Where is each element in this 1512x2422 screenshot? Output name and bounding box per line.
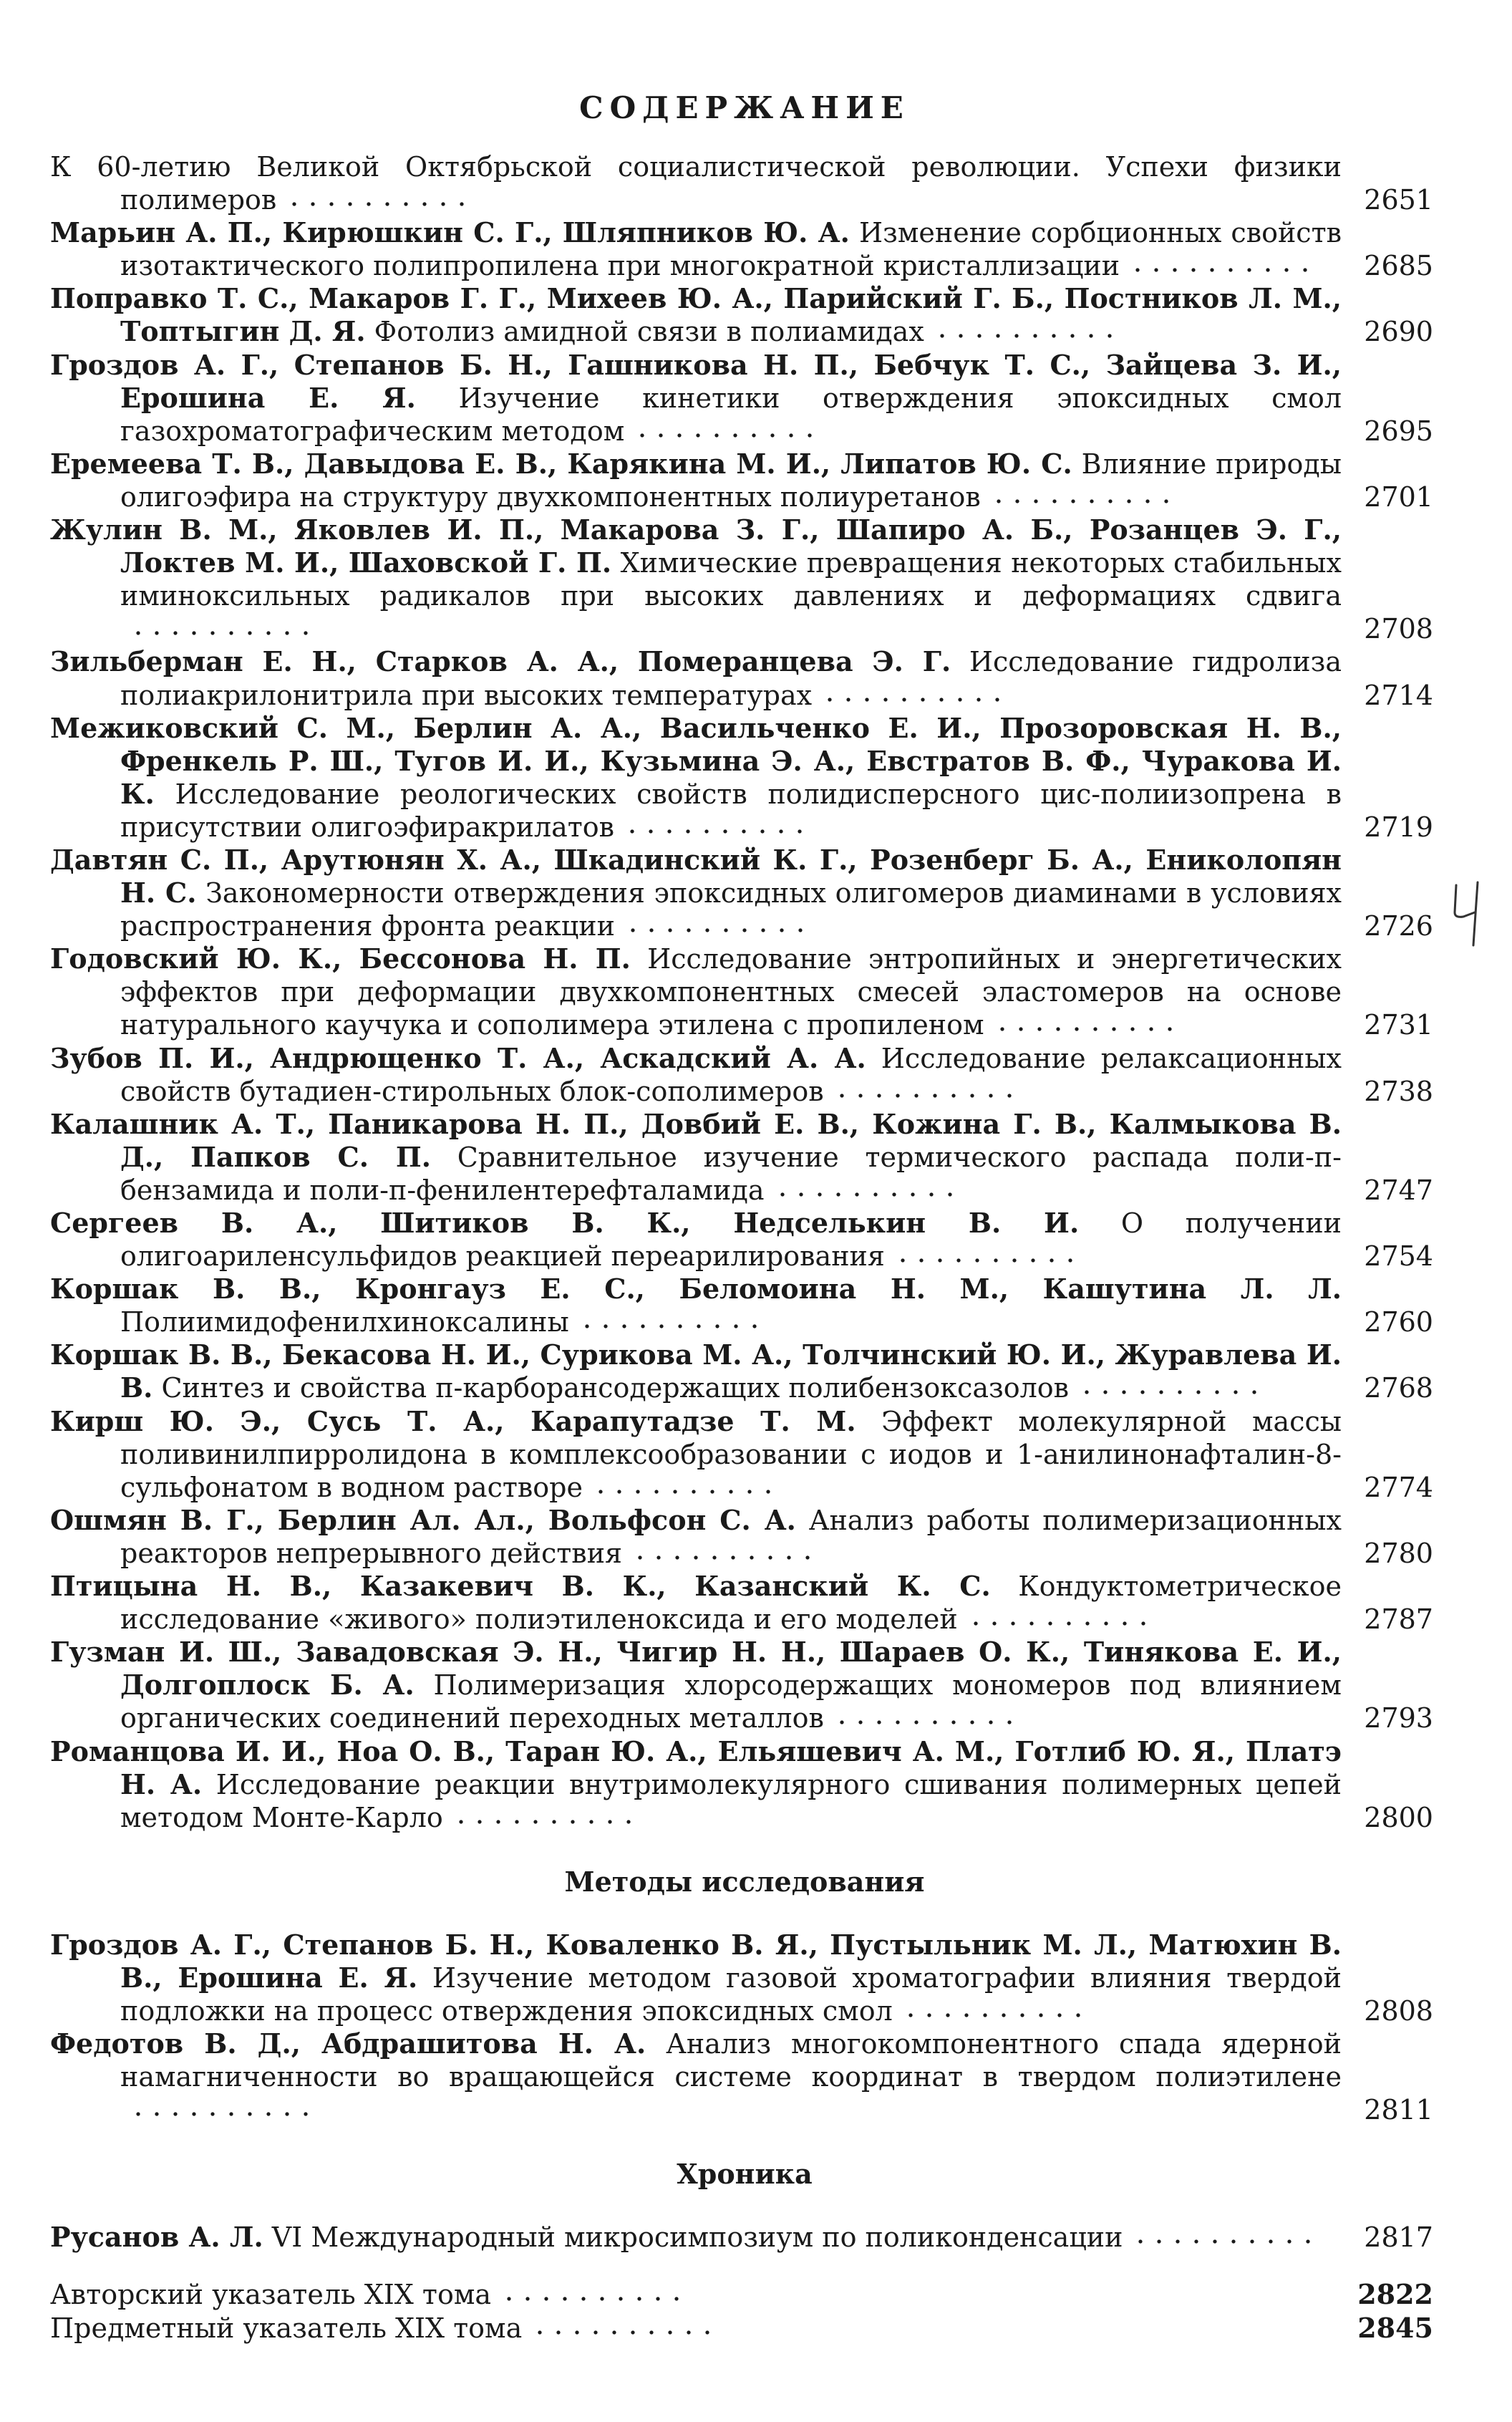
dot-leader: [833, 1091, 1019, 1101]
toc-entry-text: [50, 645, 1342, 711]
toc-entry: [50, 2312, 1439, 2345]
toc-entry-text: [50, 282, 1342, 348]
entry-title: Анализ многокомпонентного спада ядерной намагниченности во вращающейся системе координат в твердом полиэтилене: [120, 2028, 1342, 2093]
main-entries-list: [50, 150, 1439, 1834]
entry-title: Эффект молекулярной массы поливинилпирролидона в комплексообразовании с иодов и 1-анилинонафталин-8-сульфонатом в водном растворе: [120, 1405, 1342, 1503]
entry-authors: Ошмян В. Г., Берлин Ал. Ал., Вольфсон С. А.: [50, 1503, 796, 1536]
index-entries-list: [50, 2278, 1439, 2344]
toc-entry: [50, 1042, 1439, 1108]
entry-page-number: 2726: [1364, 910, 1433, 942]
toc-entry-text: [50, 1042, 1342, 1108]
dot-leader: [591, 1487, 777, 1497]
entry-authors: Зубов П. И., Андрющенко Т. А., Аскадский А. А.: [50, 1041, 866, 1074]
toc-entry: [50, 2027, 1439, 2126]
entry-authors: Коршак В. В., Кронгауз Е. С., Беломоина Н. М., Кашутина Л. Л.: [50, 1273, 1342, 1306]
toc-entry: [50, 645, 1439, 711]
entry-page-number: 2822: [1357, 2278, 1433, 2311]
entry-authors: Федотов В. Д., Абдрашитова Н. А.: [50, 2027, 646, 2060]
toc-entry-text: [50, 1207, 1342, 1273]
entry-page-number: 2760: [1364, 1306, 1433, 1338]
toc-entry-text: [50, 513, 1342, 645]
entry-authors: Гроздов А. Г., Степанов Б. Н., Гашникова Н. П., Бебчук Т. С., Зайцева З. И., Ерошина Е. Я.: [50, 348, 1342, 414]
entry-page-number: 2768: [1364, 1372, 1433, 1404]
methods-entries-list: [50, 1929, 1439, 2127]
handwritten-mark-icon: [1449, 879, 1495, 948]
dot-leader: [933, 331, 1119, 341]
dot-leader: [1128, 265, 1314, 275]
entry-authors: Межиковский С. М., Берлин А. А., Васильченко Е. И., Прозоровская Н. В., Френкель Р. Ш., Тугов И. И., Кузьмина Э. А., Евстратов В. Ф., Чуракова И. К.: [50, 711, 1342, 810]
toc-entry-text: [50, 2027, 1342, 2126]
entry-page-number: 2811: [1364, 2094, 1433, 2126]
section-heading-chronicle: Хроника: [677, 2158, 813, 2191]
entry-title: Влияние природы олигоэфира на структуру двухкомпонентных полиуретанов: [120, 448, 1342, 513]
entry-title: Исследование реакции внутримолекулярного сшивания полимерных цепей методом Монте-Карло: [120, 1768, 1342, 1833]
toc-entry-text: [50, 1273, 1342, 1338]
toc-entry: [50, 448, 1439, 513]
entry-title: Сравнительное изучение термического распада поли-п-бензамида и поли-п-фенилентерефталамида: [120, 1141, 1342, 1206]
entry-page-number: 2774: [1364, 1471, 1433, 1503]
entry-page-number: 2747: [1364, 1174, 1433, 1206]
entry-title: Изучение методом газовой хроматографии влияния твердой подложки на процесс отверждения эпоксидных смол: [120, 1962, 1342, 2027]
toc-entry-text: [50, 1929, 1342, 2027]
entry-title: О получении олигоариленсульфидов реакцией переарилирования: [120, 1207, 1342, 1273]
toc-entry: [50, 2278, 1439, 2311]
entry-title: Исследование реологических свойств полидисперсного цис-полиизопрена в присутствии олигоэфиракрилатов: [120, 778, 1342, 843]
toc-entry-text: [50, 1338, 1342, 1404]
toc-entry: [50, 349, 1439, 448]
entry-authors: Гузман И. Ш., Завадовская Э. Н., Чигир Н. Н., Шараев О. К., Тинякова Е. И., Долгоплоск Б. А.: [50, 1636, 1342, 1702]
entry-page-number: 2793: [1364, 1702, 1433, 1735]
entry-page-number: 2738: [1364, 1075, 1433, 1107]
entry-page-number: 2754: [1364, 1240, 1433, 1273]
entry-page-number: 2701: [1364, 481, 1433, 513]
entry-page-number: 2817: [1364, 2221, 1433, 2254]
dot-leader: [452, 1817, 638, 1827]
entry-title: К 60-летию Великой Октябрьской социалистической революции. Успехи физики полимеров: [50, 151, 1342, 216]
entry-title: Предметный указатель XIX тома: [50, 2312, 523, 2344]
toc-entry: [50, 1735, 1439, 1834]
toc-entry-text: [50, 1636, 1342, 1735]
entry-page-number: 2780: [1364, 1537, 1433, 1569]
entry-authors: Годовский Ю. К., Бессонова Н. П.: [50, 942, 631, 975]
dot-leader: [578, 1321, 764, 1331]
toc-entry-text: [50, 1405, 1342, 1504]
entry-page-number: 2808: [1364, 1994, 1433, 2027]
entry-title: VI Международный микросимпозиум по поликонденсации: [271, 2221, 1123, 2254]
entry-page-number: 2690: [1364, 316, 1433, 348]
toc-entry-text: [50, 448, 1342, 513]
entry-authors: Птицына Н. В., Казакевич В. К., Казанский К. С.: [50, 1570, 991, 1603]
toc-entry: [50, 216, 1439, 282]
dot-leader: [500, 2294, 686, 2304]
entry-page-number: 2800: [1364, 1801, 1433, 1833]
dot-leader: [631, 1553, 817, 1563]
entry-authors: Романцова И. И., Ноа О. В., Таран Ю. А., Ельяшевич А. М., Готлиб Ю. Я., Платэ Н. А.: [50, 1735, 1342, 1800]
entry-title: Кондуктометрическое исследование «живого» полиэтиленоксида и его моделей: [120, 1571, 1342, 1636]
entry-authors: Еремеева Т. В., Давыдова Е. В., Карякина М. И., Липатов Ю. С.: [50, 447, 1072, 480]
dot-leader: [129, 2109, 315, 2119]
entry-title: Химические превращения некоторых стабильных иминоксильных радикалов при высоких давлениях и деформациях сдвига: [120, 547, 1342, 612]
dot-leader: [966, 1618, 1153, 1629]
toc-entry: [50, 2221, 1439, 2254]
entry-authors: Давтян С. П., Арутюнян Х. А., Шкадинский К. Г., Розенберг Б. А., Ениколопян Н. С.: [50, 843, 1342, 910]
entry-title: Синтез и свойства п-карборансодержащих полибензоксазолов: [161, 1372, 1069, 1404]
dot-leader: [285, 199, 471, 209]
toc-entry-text: [50, 2278, 1342, 2311]
entry-page-number: 2708: [1364, 613, 1433, 645]
entry-authors: Кирш Ю. Э., Сусь Т. А., Карапутадзе Т. М.: [50, 1404, 856, 1437]
dot-leader: [833, 1717, 1019, 1727]
section-heading-methods: Методы исследования: [564, 1865, 925, 1898]
entry-authors: Гроздов А. Г., Степанов Б. Н., Коваленко В. Я., Пустыльник М. Л., Матюхин В. В., Ерошина Е. Я.: [50, 1928, 1342, 1994]
entry-title: Анализ работы полимеризационных реакторов непрерывного действия: [120, 1504, 1342, 1569]
entry-title: Закономерности отверждения эпоксидных олигомеров диаминами в условиях распространения фронта реакции: [120, 877, 1342, 942]
entry-title: Авторский указатель XIX тома: [50, 2279, 492, 2311]
chronicle-entries-list: [50, 2221, 1439, 2254]
entry-page-number: 2719: [1364, 811, 1433, 843]
entry-authors: Коршак В. В., Бекасова Н. И., Сурикова М. А., Толчинский Ю. И., Журавлева И. В.: [50, 1338, 1342, 1404]
dot-leader: [773, 1190, 959, 1200]
dot-leader: [530, 2327, 717, 2337]
toc-entry-text: [50, 1570, 1342, 1636]
entry-authors: Марьин А. П., Кирюшкин С. Г., Шляпников Ю. А.: [50, 216, 850, 249]
dot-leader: [623, 826, 809, 836]
toc-entry: [50, 1405, 1439, 1504]
toc-entry-text: [50, 349, 1342, 448]
toc-entry-text: [50, 2221, 1342, 2254]
dot-leader: [893, 1255, 1080, 1265]
entry-authors: Поправко Т. С., Макаров Г. Г., Михеев Ю. А., Парийский Г. Б., Постников Л. М., Топтыгин Д. Я.: [50, 282, 1342, 348]
dot-leader: [993, 1024, 1179, 1034]
toc-entry: [50, 1108, 1439, 1207]
toc-entry: [50, 513, 1439, 645]
toc-entry: [50, 1504, 1439, 1570]
toc-entry-text: [50, 844, 1342, 942]
toc-entry-text: [50, 216, 1342, 282]
entry-authors: Сергеев В. А., Шитиков В. К., Недселькин В. И.: [50, 1207, 1080, 1239]
toc-entry: [50, 1570, 1439, 1636]
dot-leader: [820, 695, 1007, 705]
dot-leader: [1131, 2237, 1317, 2247]
toc-entry-text: [50, 712, 1342, 844]
entry-title: Изменение сорбционных свойств изотактического полипропилена при многократной кристаллизации: [120, 217, 1342, 282]
entry-title: Исследование релаксационных свойств бутадиен-стирольных блок-сополимеров: [120, 1042, 1342, 1107]
entry-title: Исследование энтропийных и энергетических эффектов при деформации двухкомпонентных смесей эластомеров на основе натурального каучука и сополимера этилена с пропиленом: [120, 943, 1342, 1041]
dot-leader: [129, 628, 315, 638]
dot-leader: [901, 2010, 1087, 2020]
entry-title: Изучение кинетики отверждения эпоксидных смол газохроматографическим методом: [120, 382, 1342, 447]
toc-entry-text: [50, 942, 1342, 1041]
entry-authors: Русанов А. Л.: [50, 2221, 263, 2254]
entry-authors: Жулин В. М., Яковлев И. П., Макарова З. Г., Шапиро А. Б., Розанцев Э. Г., Локтев М. И., Шаховской Г. П.: [50, 513, 1342, 579]
toc-entry: [50, 942, 1439, 1041]
dot-leader: [633, 430, 819, 440]
entry-page-number: 2787: [1364, 1603, 1433, 1636]
table-of-contents: [50, 0, 1439, 2345]
entry-title: Полиимидофенилхиноксалины: [120, 1306, 569, 1338]
toc-entry-text: [50, 1504, 1342, 1570]
entry-page-number: 2731: [1364, 1009, 1433, 1041]
toc-entry: [50, 150, 1439, 216]
entry-title: Фотолиз амидной связи в полиамидах: [374, 316, 924, 348]
toc-entry: [50, 712, 1439, 844]
toc-entry-text: [50, 1108, 1342, 1207]
entry-page-number: 2845: [1357, 2311, 1433, 2344]
toc-entry: [50, 844, 1439, 942]
dot-leader: [624, 925, 810, 935]
toc-entry: [50, 282, 1439, 348]
entry-page-number: 2651: [1364, 184, 1433, 216]
toc-entry: [50, 1636, 1439, 1735]
toc-entry-text: [50, 150, 1342, 216]
entry-page-number: 2685: [1364, 250, 1433, 282]
toc-entry-text: [50, 2312, 1342, 2345]
entry-authors: Зильберман Е. Н., Старков А. А., Померанцева Э. Г.: [50, 645, 951, 678]
entry-page-number: 2695: [1364, 415, 1433, 447]
entry-title: Полимеризация хлорсодержащих мономеров под влиянием органических соединений переходных металлов: [120, 1669, 1342, 1735]
entry-title: Исследование гидролиза полиакрилонитрила при высоких температурах: [120, 646, 1342, 711]
toc-entry: [50, 1207, 1439, 1273]
entry-authors: Калашник А. Т., Паникарова Н. П., Довбий Е. В., Кожина Г. В., Калмыкова В. Д., Папков С. П.: [50, 1107, 1342, 1173]
dot-leader: [1077, 1387, 1264, 1397]
toc-entry: [50, 1273, 1439, 1338]
toc-entry: [50, 1338, 1439, 1404]
toc-entry: [50, 1929, 1439, 2027]
page-title: СОДЕРЖАНИЕ: [579, 90, 910, 125]
dot-leader: [989, 496, 1176, 506]
entry-page-number: 2714: [1364, 679, 1433, 711]
toc-entry-text: [50, 1735, 1342, 1834]
